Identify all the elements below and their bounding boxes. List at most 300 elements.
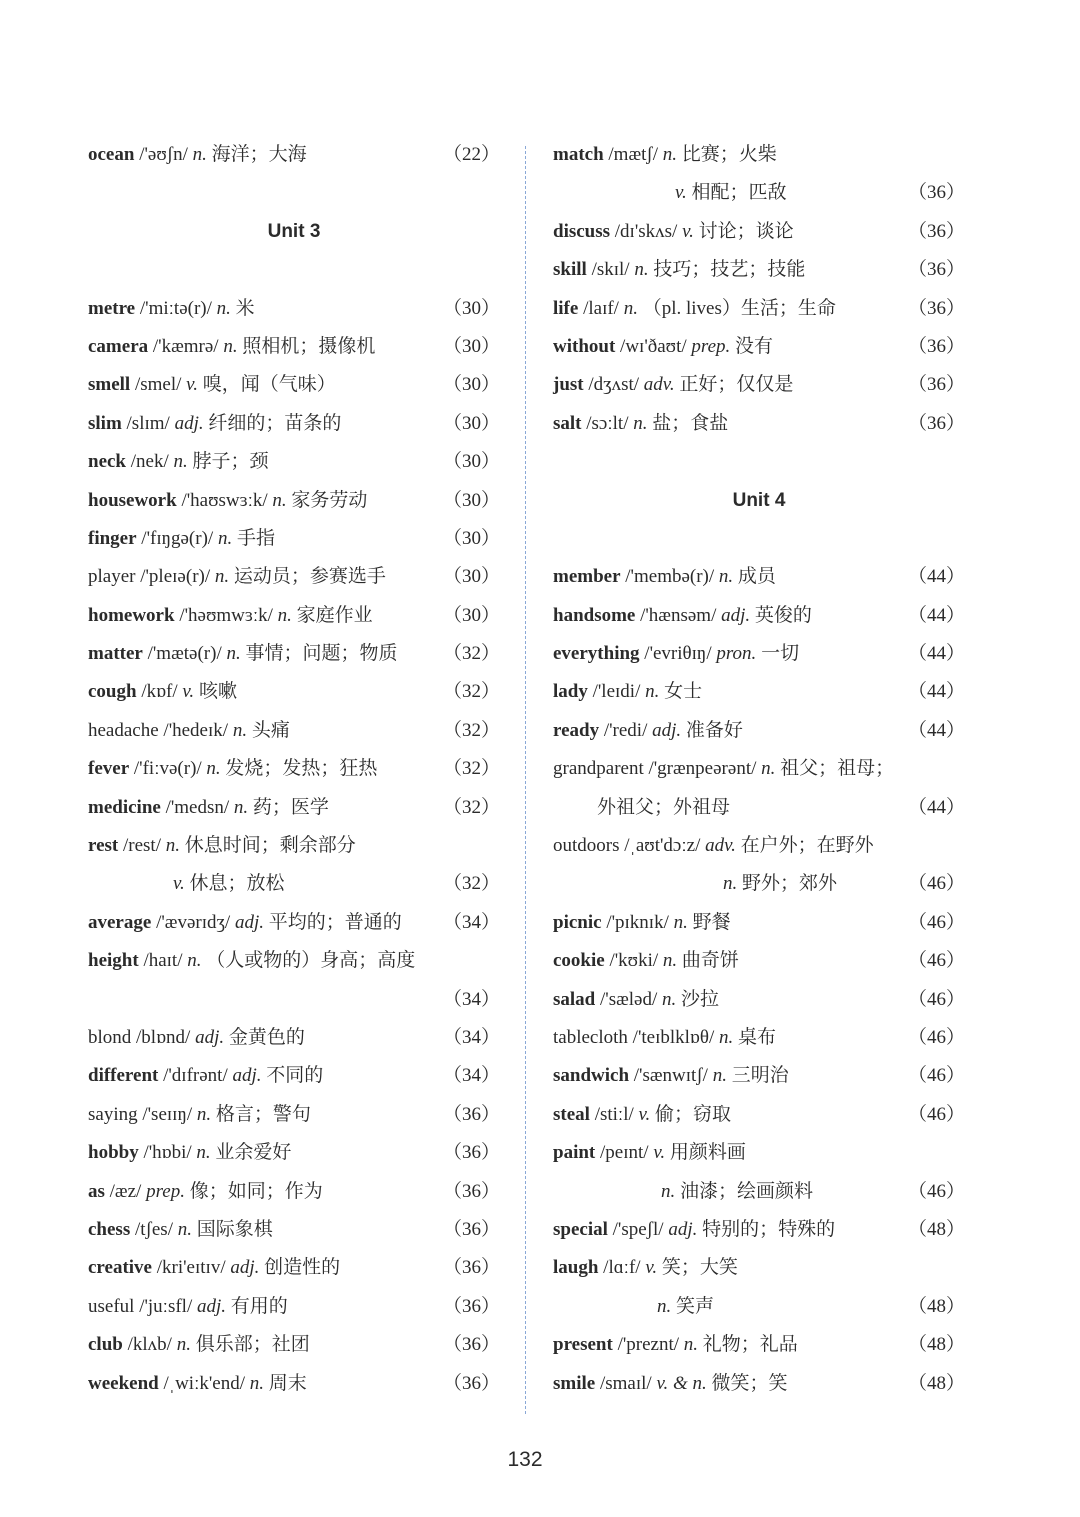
meaning: 休息；放松 bbox=[184, 873, 285, 895]
phonetic: /wɪ'ðaʊt/ bbox=[615, 335, 692, 357]
phonetic: /'miːtə(r)/ bbox=[135, 297, 217, 319]
entry-text bbox=[553, 643, 799, 664]
entry-text bbox=[88, 490, 367, 511]
entry-text bbox=[553, 374, 793, 395]
part-of-speech: n. bbox=[719, 1026, 734, 1048]
part-of-speech: n. bbox=[623, 297, 638, 319]
page-ref: （48） bbox=[907, 1334, 965, 1356]
meaning: 准备好 bbox=[681, 719, 743, 741]
phonetic: /slɪm/ bbox=[121, 412, 175, 434]
continuation-text bbox=[88, 865, 285, 903]
vocab-entry bbox=[88, 712, 500, 750]
meaning: 家务劳动 bbox=[286, 489, 368, 511]
page-ref: （46） bbox=[907, 988, 965, 1010]
meaning: 纤细的；苗条的 bbox=[203, 412, 342, 434]
phonetic: /sɔːlt/ bbox=[581, 412, 634, 434]
entry-text bbox=[553, 681, 702, 702]
entry-text bbox=[553, 989, 719, 1010]
meaning: 祖父；祖母； bbox=[775, 758, 895, 780]
continuation-text bbox=[553, 174, 787, 212]
headword: metre bbox=[88, 297, 136, 319]
page-ref: （44） bbox=[907, 566, 965, 588]
entry-text bbox=[88, 336, 375, 357]
page-ref: （46） bbox=[907, 873, 965, 895]
part-of-speech: n. bbox=[165, 835, 180, 857]
vocab-entry bbox=[88, 597, 500, 635]
headword: member bbox=[553, 566, 621, 588]
part-of-speech: n. bbox=[233, 796, 249, 818]
part-of-speech: adj. bbox=[232, 1065, 262, 1087]
entry-text bbox=[553, 1257, 738, 1278]
entry-text bbox=[88, 950, 415, 971]
headword: laugh bbox=[553, 1257, 599, 1279]
headword: smile bbox=[553, 1372, 596, 1394]
page-ref: （36） bbox=[442, 1180, 500, 1202]
entry-text bbox=[553, 605, 812, 626]
vocab-entry bbox=[553, 597, 965, 635]
vocab-entry bbox=[88, 1057, 500, 1095]
headword: creative bbox=[88, 1257, 152, 1279]
part-of-speech: adv. bbox=[643, 374, 675, 396]
entry-text bbox=[88, 1065, 323, 1086]
phonetic: /'grænpeərənt/ bbox=[643, 758, 762, 780]
blank-line bbox=[88, 251, 500, 289]
meaning: 女士 bbox=[659, 681, 703, 703]
meaning: 成员 bbox=[733, 566, 776, 588]
headword: average bbox=[88, 911, 152, 933]
page-ref: （48） bbox=[907, 1295, 965, 1317]
phonetic: /'əʊʃn/ bbox=[134, 144, 193, 165]
page-ref: （44） bbox=[907, 681, 965, 703]
entry-text bbox=[88, 1219, 273, 1240]
part-of-speech: prep. bbox=[146, 1180, 185, 1202]
vocab-entry bbox=[88, 1019, 500, 1057]
phonetic: /'pɪknɪk/ bbox=[601, 911, 674, 933]
entry-text bbox=[553, 1334, 798, 1355]
continuation-text bbox=[553, 865, 837, 903]
left-column bbox=[88, 136, 500, 1403]
phonetic: /dʒʌst/ bbox=[583, 374, 644, 396]
entry-text bbox=[88, 835, 356, 856]
part-of-speech: n. bbox=[217, 527, 233, 549]
meaning: 特别的；特殊的 bbox=[697, 1218, 836, 1240]
entry-text bbox=[553, 1373, 788, 1394]
entry-text bbox=[88, 413, 341, 434]
page-ref: （36） bbox=[442, 1257, 500, 1279]
continuation-text bbox=[553, 1173, 813, 1211]
meaning: 微笑；笑 bbox=[706, 1372, 788, 1394]
page-ref: （30） bbox=[442, 374, 500, 396]
part-of-speech: n. bbox=[176, 1334, 191, 1356]
phonetic: /'leɪdi/ bbox=[587, 681, 646, 703]
meaning: 礼物；礼品 bbox=[698, 1334, 798, 1356]
entry-text bbox=[88, 1142, 291, 1163]
meaning: 相配；匹敌 bbox=[686, 182, 787, 204]
page-ref: （36） bbox=[907, 297, 965, 319]
part-of-speech: adj. bbox=[230, 1257, 260, 1279]
page-ref: （46） bbox=[907, 950, 965, 972]
vocab-entry bbox=[88, 328, 500, 366]
page-ref: （36） bbox=[907, 259, 965, 281]
part-of-speech: n. bbox=[196, 1142, 211, 1164]
headword: neck bbox=[88, 451, 126, 473]
part-of-speech: n. bbox=[723, 873, 738, 895]
phonetic: /'membə(r)/ bbox=[620, 566, 719, 588]
phonetic: /peɪnt/ bbox=[595, 1142, 654, 1164]
blank-line bbox=[553, 443, 965, 481]
phonetic: /dɪ'skʌs/ bbox=[610, 220, 683, 242]
entry-text bbox=[88, 1104, 311, 1125]
page-ref: （30） bbox=[442, 335, 500, 357]
headword: homework bbox=[88, 604, 175, 626]
meaning: 野外；郊外 bbox=[737, 873, 838, 895]
part-of-speech: n. bbox=[272, 489, 287, 511]
entry-text bbox=[88, 566, 386, 587]
headword: matter bbox=[88, 643, 143, 665]
headword: club bbox=[88, 1334, 123, 1356]
part-of-speech: n. bbox=[223, 335, 238, 357]
vocab-entry bbox=[553, 558, 965, 596]
headword: blond bbox=[88, 1026, 132, 1048]
entry-text bbox=[88, 1334, 310, 1355]
phonetic: /'seɪɪŋ/ bbox=[137, 1103, 197, 1125]
page-ref: （22） bbox=[442, 144, 500, 165]
page-ref: （30） bbox=[442, 412, 500, 434]
entry-text bbox=[553, 336, 773, 357]
phonetic: /'hedeɪk/ bbox=[158, 719, 233, 741]
entry-text bbox=[88, 1257, 340, 1278]
meaning: 平均的；普通的 bbox=[263, 911, 402, 933]
headword: height bbox=[88, 950, 139, 972]
meaning: 事情；问题；物质 bbox=[240, 643, 398, 665]
part-of-speech: n. bbox=[192, 144, 207, 165]
entry-text bbox=[88, 528, 275, 549]
part-of-speech: n. bbox=[761, 758, 776, 780]
vocab-entry bbox=[88, 1249, 500, 1287]
headword: useful bbox=[88, 1295, 135, 1317]
part-of-speech: v. & n. bbox=[656, 1372, 707, 1394]
headword: as bbox=[88, 1180, 105, 1202]
page-ref: （36） bbox=[907, 182, 965, 204]
vocab-entry bbox=[88, 673, 500, 711]
vocab-entry bbox=[88, 904, 500, 942]
vocab-entry bbox=[553, 673, 965, 711]
entry-text bbox=[553, 1219, 835, 1240]
page-ref: （36） bbox=[442, 1103, 500, 1125]
headword: headache bbox=[88, 719, 159, 741]
part-of-speech: n. bbox=[187, 950, 202, 972]
vocab-entry bbox=[553, 981, 965, 1019]
vocab-entry bbox=[88, 558, 500, 596]
headword: lady bbox=[553, 681, 588, 703]
blank-line bbox=[88, 174, 500, 212]
part-of-speech: prep. bbox=[691, 335, 731, 357]
page-ref: （34） bbox=[442, 988, 500, 1010]
phonetic: /blɒnd/ bbox=[131, 1026, 196, 1048]
phonetic: /stiːl/ bbox=[589, 1103, 639, 1125]
meaning: 创造性的 bbox=[259, 1257, 341, 1279]
part-of-speech: n. bbox=[661, 1180, 676, 1202]
unit-heading: Unit 3 bbox=[267, 220, 321, 242]
phonetic: /'ævərɪdʒ/ bbox=[151, 911, 235, 933]
headword: slim bbox=[88, 412, 122, 434]
headword: special bbox=[553, 1218, 608, 1240]
entry-text bbox=[88, 298, 255, 319]
phonetic: /laɪf/ bbox=[578, 297, 624, 319]
part-of-speech: n. bbox=[633, 412, 648, 434]
headword: sandwich bbox=[553, 1065, 630, 1087]
page-ref: （46） bbox=[907, 1065, 965, 1087]
part-of-speech: n. bbox=[657, 1295, 672, 1317]
page-ref: （46） bbox=[907, 1103, 965, 1125]
meaning: 没有 bbox=[730, 335, 774, 357]
meaning: 脖子；颈 bbox=[187, 451, 269, 473]
phonetic: /'fɪŋgə(r)/ bbox=[136, 527, 218, 549]
phonetic: /haɪt/ bbox=[138, 950, 188, 972]
meaning: 三明治 bbox=[726, 1065, 789, 1087]
headword: skill bbox=[553, 259, 587, 281]
headword: weekend bbox=[88, 1372, 159, 1394]
vocab-entry bbox=[553, 1096, 965, 1134]
column-divider bbox=[525, 146, 526, 1414]
entry-text bbox=[88, 681, 237, 702]
entry-text bbox=[553, 259, 805, 280]
entry-text bbox=[88, 912, 402, 933]
entry-text bbox=[88, 720, 290, 741]
part-of-speech: n. bbox=[662, 950, 678, 972]
phonetic: /'evriθɪŋ/ bbox=[639, 643, 717, 665]
right-column bbox=[553, 136, 965, 1403]
page-number: 132 bbox=[507, 1448, 543, 1471]
vocab-entry bbox=[88, 789, 500, 827]
headword: discuss bbox=[553, 220, 611, 242]
headword: grandparent bbox=[553, 758, 644, 780]
headword: fever bbox=[88, 758, 130, 780]
part-of-speech: v. bbox=[182, 681, 195, 703]
page-ref: （48） bbox=[907, 1218, 965, 1240]
entry-continuation bbox=[553, 1288, 965, 1326]
part-of-speech: v. bbox=[675, 182, 687, 204]
headword: salad bbox=[553, 988, 596, 1010]
part-of-speech: n. bbox=[173, 451, 188, 473]
entry-text bbox=[553, 758, 894, 779]
page-ref: （46） bbox=[907, 911, 965, 933]
meaning: 手指 bbox=[232, 527, 275, 549]
page-ref: （36） bbox=[442, 1142, 500, 1164]
headword: saying bbox=[88, 1103, 138, 1125]
page-ref: （32） bbox=[442, 643, 500, 665]
entry-text bbox=[88, 758, 377, 779]
meaning: 药；医学 bbox=[248, 796, 329, 818]
continuation-text bbox=[553, 1288, 714, 1326]
phonetic: /'mætə(r)/ bbox=[142, 643, 227, 665]
vocab-entry bbox=[88, 1211, 500, 1249]
headword: different bbox=[88, 1065, 159, 1087]
page-ref: （36） bbox=[442, 1334, 500, 1356]
vocab-entry bbox=[88, 942, 500, 980]
entry-text bbox=[553, 1065, 789, 1086]
part-of-speech: adj. bbox=[721, 604, 751, 626]
meaning: 油漆；绘画颜料 bbox=[675, 1180, 814, 1202]
entry-text bbox=[553, 950, 739, 971]
phonetic: /klʌb/ bbox=[122, 1334, 177, 1356]
headword: picnic bbox=[553, 911, 602, 933]
part-of-speech: n. bbox=[662, 988, 677, 1010]
page-ref: （32） bbox=[442, 681, 500, 703]
vocab-entry bbox=[88, 1173, 500, 1211]
part-of-speech: n. bbox=[249, 1372, 265, 1394]
part-of-speech: n. bbox=[196, 1103, 212, 1125]
entry-continuation bbox=[88, 981, 500, 1019]
meaning: 在户外；在野外 bbox=[735, 835, 874, 857]
phonetic: /'fiːvə(r)/ bbox=[129, 758, 207, 780]
part-of-speech: v. bbox=[186, 374, 198, 396]
meaning: 外祖父；外祖母 bbox=[597, 796, 731, 818]
vocab-entry bbox=[88, 635, 500, 673]
entry-text bbox=[553, 221, 794, 242]
phonetic: /smel/ bbox=[130, 374, 187, 396]
phonetic: /ˌwiːk'end/ bbox=[158, 1372, 250, 1394]
meaning: 桌布 bbox=[733, 1026, 777, 1048]
meaning: 头痛 bbox=[247, 719, 290, 741]
meaning: 不同的 bbox=[261, 1065, 324, 1087]
part-of-speech: n. bbox=[645, 681, 660, 703]
meaning: 国际象棋 bbox=[191, 1218, 273, 1240]
phonetic: /'kæmrə/ bbox=[148, 335, 224, 357]
part-of-speech: pron. bbox=[716, 643, 757, 665]
entry-continuation bbox=[553, 789, 965, 827]
phonetic: /'redi/ bbox=[599, 719, 653, 741]
entry-text bbox=[88, 374, 336, 395]
part-of-speech: n. bbox=[206, 758, 221, 780]
phonetic: /'teɪblklɒθ/ bbox=[627, 1026, 719, 1048]
meaning: 正好；仅仅是 bbox=[674, 374, 794, 396]
meaning: 发烧；发热；狂热 bbox=[220, 758, 378, 780]
headword: match bbox=[553, 144, 604, 165]
vocab-entry bbox=[88, 1134, 500, 1172]
part-of-speech: n. bbox=[718, 566, 734, 588]
part-of-speech: v. bbox=[173, 873, 185, 895]
phonetic: /ˌaʊt'dɔːz/ bbox=[619, 835, 706, 857]
meaning: 咳嗽 bbox=[194, 681, 237, 703]
page-ref: （46） bbox=[907, 1026, 965, 1048]
part-of-speech: adj. bbox=[234, 911, 264, 933]
headword: housework bbox=[88, 489, 177, 511]
page-ref: （32） bbox=[442, 873, 500, 895]
page-ref: （30） bbox=[442, 527, 500, 549]
meaning: 家庭作业 bbox=[291, 604, 373, 626]
phonetic: /kɒf/ bbox=[136, 681, 183, 703]
phonetic: /smaɪl/ bbox=[595, 1372, 657, 1394]
vocab-entry bbox=[88, 750, 500, 788]
headword: life bbox=[553, 297, 579, 319]
vocab-entry bbox=[553, 750, 965, 788]
headword: everything bbox=[553, 643, 640, 665]
part-of-speech: n. bbox=[683, 1334, 699, 1356]
meaning: 照相机；摄像机 bbox=[237, 335, 376, 357]
meaning: 笑声 bbox=[671, 1295, 715, 1317]
phonetic: /tʃes/ bbox=[130, 1218, 178, 1240]
page-ref: （30） bbox=[442, 451, 500, 473]
entry-text bbox=[553, 720, 743, 741]
part-of-speech: v. bbox=[682, 220, 694, 242]
entry-text bbox=[88, 144, 307, 165]
page-ref: （48） bbox=[907, 1372, 965, 1394]
entry-text bbox=[88, 605, 373, 626]
part-of-speech: n. bbox=[232, 719, 248, 741]
vocab-entry bbox=[88, 1288, 500, 1326]
page-ref: （36） bbox=[907, 335, 965, 357]
page-ref: （30） bbox=[442, 604, 500, 626]
part-of-speech: n. bbox=[226, 643, 241, 665]
headword: chess bbox=[88, 1218, 131, 1240]
meaning: （人或物的）身高；高度 bbox=[201, 950, 416, 972]
vocab-entry bbox=[553, 942, 965, 980]
page-ref: （44） bbox=[907, 643, 965, 665]
page-ref: （32） bbox=[442, 719, 500, 741]
page-ref: （36） bbox=[907, 412, 965, 434]
phonetic: /'həʊmwɜːk/ bbox=[174, 604, 278, 626]
entry-text bbox=[553, 413, 728, 434]
entry-text bbox=[553, 1027, 776, 1048]
part-of-speech: n. bbox=[673, 911, 688, 933]
headword: medicine bbox=[88, 796, 161, 818]
meaning: 曲奇饼 bbox=[677, 950, 739, 972]
entry-continuation bbox=[553, 1173, 965, 1211]
vocab-entry bbox=[553, 136, 965, 174]
part-of-speech: adj. bbox=[174, 412, 204, 434]
page-ref: （34） bbox=[442, 911, 500, 933]
vocab-entry bbox=[553, 1326, 965, 1364]
vocab-entry bbox=[88, 1096, 500, 1134]
meaning: 盐；食盐 bbox=[647, 412, 729, 434]
vocab-entry bbox=[553, 405, 965, 443]
phonetic: /'hænsəm/ bbox=[635, 604, 722, 626]
meaning: 金黄色的 bbox=[224, 1026, 305, 1048]
entry-text bbox=[553, 835, 874, 856]
vocab-entry bbox=[88, 827, 500, 865]
part-of-speech: v. bbox=[638, 1103, 651, 1125]
entry-text bbox=[88, 643, 398, 664]
phonetic: /'medsn/ bbox=[160, 796, 234, 818]
part-of-speech: v. bbox=[653, 1142, 666, 1164]
phonetic: /mætʃ/ bbox=[603, 144, 663, 165]
entry-text bbox=[553, 144, 777, 165]
page-ref: （34） bbox=[442, 1065, 500, 1087]
page-ref: （36） bbox=[907, 220, 965, 242]
entry-continuation bbox=[553, 174, 965, 212]
phonetic: /lɑːf/ bbox=[598, 1257, 646, 1279]
part-of-speech: n. bbox=[712, 1065, 727, 1087]
page-ref: （46） bbox=[907, 1180, 965, 1202]
meaning: 比赛；火柴 bbox=[677, 144, 777, 165]
page-ref: （36） bbox=[442, 1295, 500, 1317]
vocab-entry bbox=[553, 1365, 965, 1403]
page-ref: （36） bbox=[442, 1218, 500, 1240]
entry-text bbox=[88, 1027, 305, 1048]
meaning: 讨论；谈论 bbox=[693, 220, 794, 242]
vocab-entry bbox=[553, 635, 965, 673]
part-of-speech: n. bbox=[216, 297, 231, 319]
entry-text bbox=[88, 797, 329, 818]
meaning: 业余爱好 bbox=[210, 1142, 292, 1164]
meaning: 像；如同；作为 bbox=[184, 1180, 323, 1202]
meaning: 海洋；大海 bbox=[206, 144, 307, 165]
page-ref: （32） bbox=[442, 758, 500, 780]
headword: finger bbox=[88, 527, 137, 549]
part-of-speech: adv. bbox=[705, 835, 736, 857]
meaning: 格言；警句 bbox=[211, 1103, 311, 1125]
